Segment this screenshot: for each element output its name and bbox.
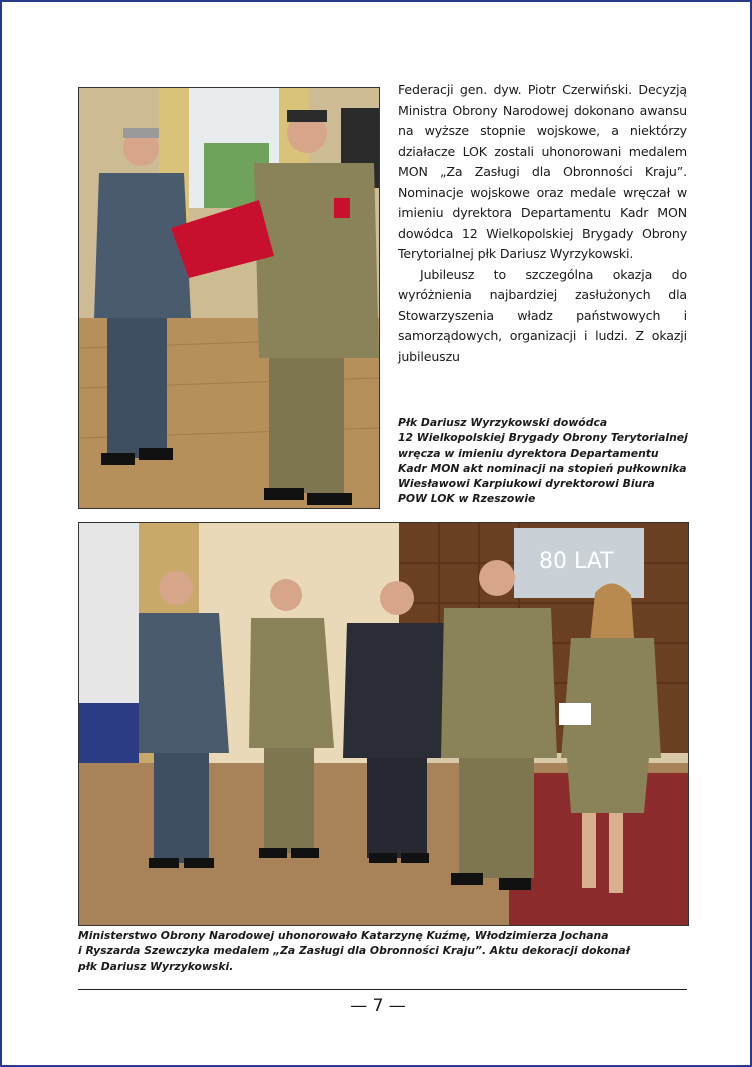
paragraph-2: Jubileusz to szczególna okazja do wyróżnienia najbardziej zasłużonych dla Stowarzyszenia władz państwowych i samorządowych, organizacji i ludzi. Z okazji jubileuszu [398, 266, 687, 364]
paragraph-1: Federacji gen. dyw. Piotr Czerwiński. Decyzją Ministra Obrony Narodowej dokonano awansu na wyższe stopnie wojskowe, a niektórzy działacze LOK zostali uhonorowani medalem MON „Za Zasługi dla Obronności Kraju”. Nominacje wojskowe oraz medale wręczał w imieniu dyrektora Departamentu Kadr MON dowódca 12 Wielkopolskiej Brygady Obrony Terytorialnej płk Dariusz Wyrzykowski. [398, 82, 687, 261]
photo-award-ceremony [78, 87, 380, 509]
photo-group-medal-recipients [78, 522, 689, 926]
caption-bottom-photo: Ministerstwo Obrony Narodowej uhonorowało Katarzynę Kuźmę, Włodzimierza Jochana i Ryszarda Szewczyka medalem „Za Zasługi dla Obronności Kraju”. Aktu dekoracji dokonał płk Dariusz Wyrzykowski. [78, 929, 630, 973]
footer-divider [78, 989, 687, 990]
caption-top-photo: Płk Dariusz Wyrzykowski dowódca 12 Wielkopolskiej Brygady Obrony Terytorialnej wręcza w imieniu dyrektora Departamentu Kadr MON akt nominacji na stopień pułkownika Wiesławowi Karpiukowi dyrektorowi Biura POW LOK w Rzeszowie [398, 416, 688, 506]
banner-text: 80 LAT [539, 549, 614, 574]
body-text [398, 80, 687, 367]
page-number: — 7 — [350, 996, 406, 1016]
